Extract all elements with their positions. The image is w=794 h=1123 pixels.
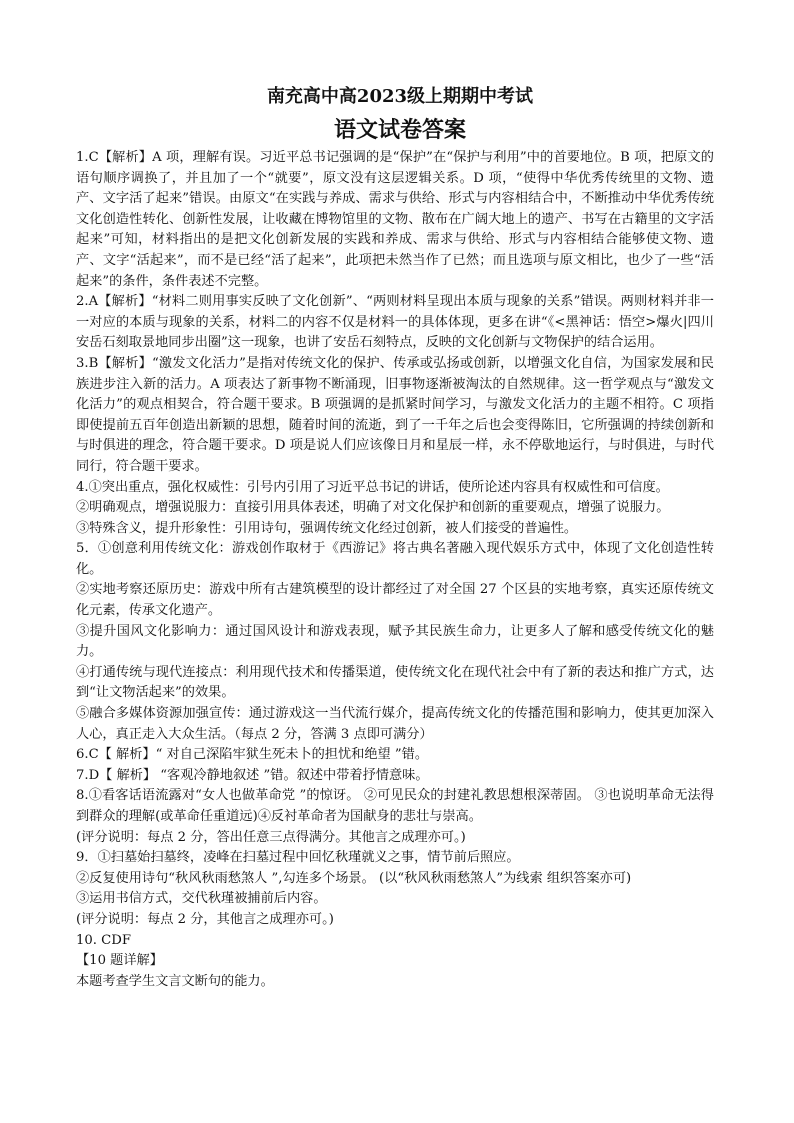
answer-9-point-3: ③运用书信方式，交代秋瑾被捕前后内容。 <box>76 891 327 907</box>
answer-10-detail-heading: 【10 题详解】 <box>76 953 163 969</box>
answer-10: 10. CDF <box>76 932 131 948</box>
answer-3: 3.B【解析】“激发文化活力”是指对传统文化的保护、传承或弘扬或创新，以增强文化自信，为国家发展和民族进步注入新的活力。A 项表达了新事物不断涌现，旧事物逐渐被淘汰的自然规律。这一哲学观点与“激发文化活力”的观点相契合，符合题干要求。B 项强调的是抓紧时间学习，与激发文化活力的主题不相符。C 项指即使提前五百年创造出新颖的思想，随着时间的流逝，到了一千年之后也会变得陈旧，它所强调的持续创新和与时俱进的理念，符合题干要求。D 项是说人们应该像日月和星辰一样，永不停歇地运行，与时俱进，与时代同行，符合题干要求。 <box>76 355 714 474</box>
answer-5-point-2: ②实地考察还原历史：游戏中所有古建筑模型的设计都经过了对全国 27 个区县的实地考察，真实还原传统文化元素，传承文化遗产。 <box>76 582 714 619</box>
answer-9-scoring: (评分说明：每点 2 分，其他言之成理亦可。) <box>76 911 334 927</box>
answer-key-title: 语文试卷答案 <box>333 117 466 143</box>
answer-10-detail: 本题考查学生文言文断句的能力。 <box>76 973 274 989</box>
answer-8: 8.①看客话语流露对“女人也做革命党 ”的惊讶。 ②可见民众的封建礼教思想根深蒂固。 ③也说明革命无法得到群众的理解(或革命任重道远)④反衬革命者为国献身的悲壮与崇高。 <box>76 788 714 824</box>
answer-1: 1.C【解析】A 项，理解有误。习近平总书记强调的是“保护”在“保护与利用”中的首要地位。B 项，把原文的语句顺序调换了，并且加了一个“就要”，原文没有这层逻辑关系。D 项，“使得中华优秀传统里的文物、遗产、文字活了起来”错误。由原文“在实践与养成、需求与供给、形式与内容相结合中，不断推动中华优秀传统文化创造性转化、创新性发展，让收藏在博物馆里的文物、散布在广阔大地上的遗产、书写在古籍里的文字活起来”可知，材料指出的是把文化创新发展的实践和养成、需求与供给、形式与内容相结合能够使文物、遗产、文字“活起来”，而不是已经“活了起来”，此项把未然当作了已然；而且选项与原文相比，也少了一些“活起来”的条件，条件表述不完整。 <box>76 150 714 289</box>
answer-6: 6.C【 解析】“ 对自己深陷牢狱生死未卜的担忧和绝望 ”错。 <box>76 747 429 763</box>
answer-2: 2.A【解析】“材料二则用事实反映了文化创新”、“两则材料呈现出本质与现象的关系”错误。两则材料并非一一对应的本质与现象的关系，材料二的内容不仅是材料一的具体体现，更多在讲“《<黑神话：悟空>爆火|四川安岳石刻取景地同步出圈”这一现象，也讲了安岳石刻特点，反映的文化创新与文物保护的结合运用。 <box>76 294 714 351</box>
answer-9-point-2: ②反复使用诗句“秋风秋雨愁煞人 ”,勾连多个场景。 (以“秋风秋雨愁煞人”为线索 组织答案亦可) <box>76 870 632 886</box>
answer-8-scoring: (评分说明：每点 2 分，答出任意三点得满分。其他言之成理亦可。) <box>76 829 466 845</box>
answer-7: 7.D【 解析】 “客观冷静地叙述 ”错。叙述中带着抒情意味。 <box>76 767 429 783</box>
answer-5-point-1: 5．①创意利用传统文化：游戏创作取材于《西游记》将古典名著融入现代娱乐方式中，体现了文化创造性转化。 <box>76 541 714 577</box>
answer-content <box>76 148 714 992</box>
answer-9-point-1: 9．①扫墓始扫墓终，凌峰在扫墓过程中回忆秋瑾就义之事，情节前后照应。 <box>76 850 520 866</box>
answer-4-point-1: 4.①突出重点，强化权威性：引号内引用了习近平总书记的讲话，使所论述内容具有权威性和可信度。 <box>76 479 669 495</box>
answer-4-point-2: ②明确观点，增强说服力：直接引用具体表述，明确了对文化保护和创新的重要观点，增强了说服力。 <box>76 500 670 516</box>
answer-5-point-3: ③提升国风文化影响力：通过国风设计和游戏表现，赋予其民族生命力，让更多人了解和感受传统文化的魅力。 <box>76 623 714 660</box>
answer-5-point-5: ⑤融合多媒体资源加强宣传：通过游戏这一当代流行媒介，提高传统文化的传播范围和影响力，使其更加深入人心，真正走入大众生活。（每点 2 分，答满 3 点即可满分） <box>76 706 714 742</box>
exam-title: 南充高中高2023级上期期中考试 <box>266 86 534 107</box>
answer-5-point-4: ④打通传统与现代连接点：利用现代技术和传播渠道，使传统文化在现代社会中有了新的表达和推广方式，达到“让文物活起来”的效果。 <box>76 664 714 701</box>
answer-4-point-3: ③特殊含义，提升形象性：引用诗句，强调传统文化经过创新，被人们接受的普遍性。 <box>76 520 578 536</box>
